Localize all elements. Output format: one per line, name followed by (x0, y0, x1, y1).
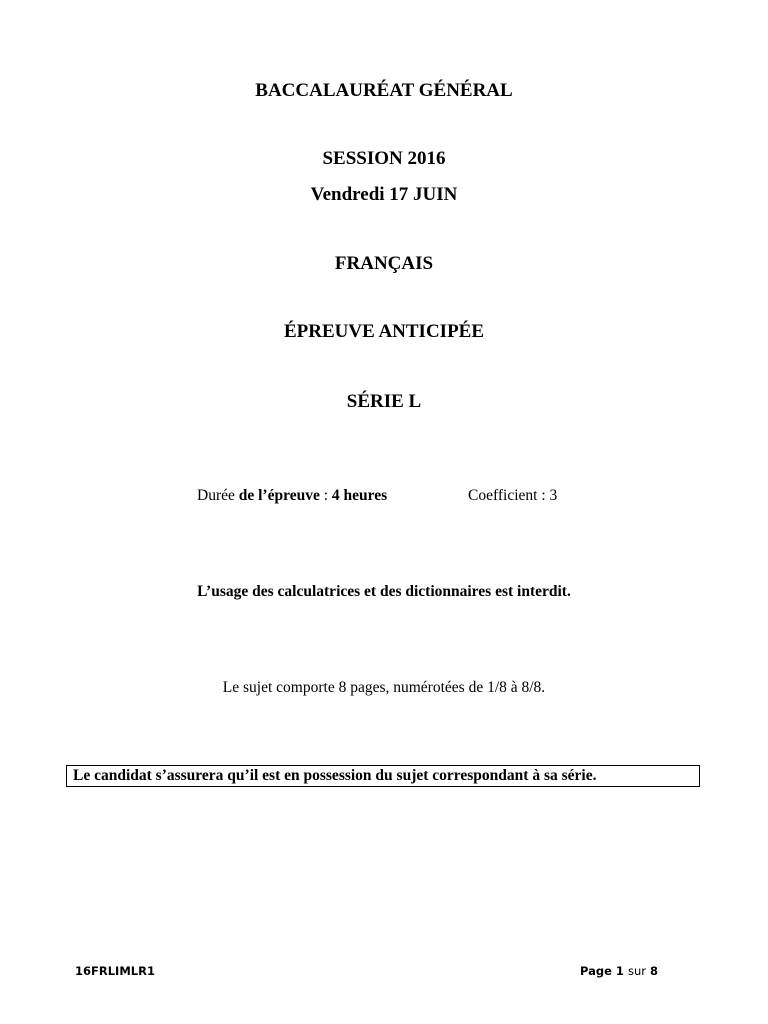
page-total: 8 (649, 964, 658, 978)
page-count-note: Le sujet comporte 8 pages, numérotées de 1/8 à 8/8. (222, 679, 546, 696)
subject-title: FRANÇAIS (334, 253, 434, 274)
exam-type: ÉPREUVE ANTICIPÉE (283, 321, 485, 342)
footer-page-number (580, 964, 658, 978)
exam-title: BACCALAURÉAT GÉNÉRAL (255, 80, 513, 101)
duration-value: 4 heures (331, 487, 388, 504)
page-prefix: Page (579, 964, 612, 978)
page-separator: sur (627, 964, 646, 978)
candidate-notice-text: Le candidat s’assurera qu’il est en possession du sujet correspondant à sa série. (73, 767, 597, 784)
duration-text (197, 486, 387, 506)
exam-date: Vendredi 17 JUIN (310, 184, 458, 205)
session-year: SESSION 2016 (322, 148, 446, 169)
usage-rule: L’usage des calculatrices et des dictionnaires est interdit. (197, 583, 571, 600)
coefficient-text: Coefficient : 3 (468, 487, 558, 504)
duration-prefix: Durée (197, 487, 239, 504)
candidate-notice-box (66, 765, 700, 787)
duration-label: de l’épreuve (238, 487, 320, 504)
series-label: SÉRIE L (346, 391, 422, 412)
duration-separator: : (319, 487, 332, 504)
duration-row (0, 486, 768, 506)
footer-code: 16FRLIMLR1 (75, 964, 155, 978)
page-current: 1 (615, 964, 624, 978)
